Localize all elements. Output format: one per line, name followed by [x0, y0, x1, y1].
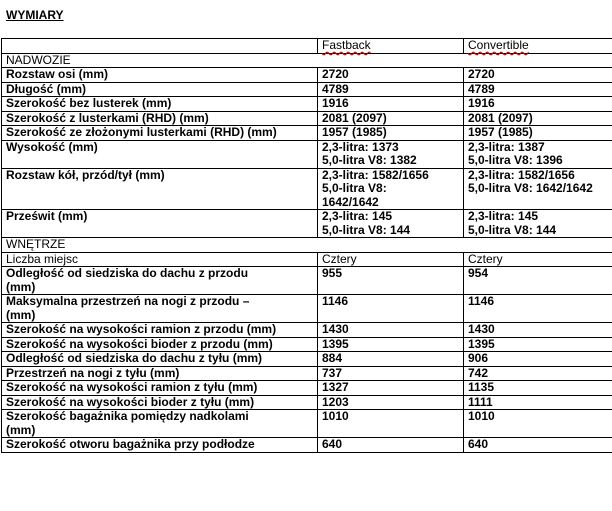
table-row — [2, 438, 612, 453]
fastback-value: 1430 — [318, 323, 464, 338]
convertible-value: 4789 — [464, 82, 612, 97]
fastback-value: 4789 — [318, 82, 464, 97]
table-row — [2, 337, 612, 352]
header-blank-cell — [2, 39, 318, 54]
row-label: Szerokość bagażnika pomiędzy nadkolami (mm) — [2, 410, 318, 438]
fastback-value: 640 — [318, 438, 464, 453]
fastback-value: 2,3-litra: 145 5,0-litra V8: 144 — [318, 210, 464, 238]
convertible-value: Cztery — [464, 252, 612, 267]
fastback-value: 884 — [318, 352, 464, 367]
fastback-value: 2,3-litra: 1373 5,0-litra V8: 1382 — [318, 140, 464, 168]
row-label: Liczba miejsc — [2, 252, 318, 267]
header-fastback-label: Fastback — [322, 38, 371, 52]
fastback-value: 2720 — [318, 68, 464, 83]
header-convertible — [464, 39, 612, 54]
table-row — [2, 126, 612, 141]
table-row — [2, 352, 612, 367]
row-label: Odległość od siedziska do dachu z przodu (mm) — [2, 267, 318, 295]
convertible-value: 906 — [464, 352, 612, 367]
fastback-value: 1395 — [318, 337, 464, 352]
convertible-value: 640 — [464, 438, 612, 453]
fastback-value: 2081 (2097) — [318, 111, 464, 126]
convertible-value: 1135 — [464, 381, 612, 396]
table-row — [2, 323, 612, 338]
section-title: WNĘTRZE — [2, 238, 612, 253]
row-label: Szerokość na wysokości bioder z przodu (mm) — [2, 337, 318, 352]
fastback-value: 1010 — [318, 410, 464, 438]
row-label: Odległość od siedziska do dachu z tyłu (mm) — [2, 352, 318, 367]
convertible-value: 1111 — [464, 395, 612, 410]
table-row — [2, 295, 612, 323]
row-label: Szerokość ze złożonymi lusterkami (RHD) (mm) — [2, 126, 318, 141]
document-title: WYMIARY — [6, 8, 64, 22]
convertible-value: 954 — [464, 267, 612, 295]
section-header-row — [2, 238, 612, 253]
convertible-value: 2,3-litra: 145 5,0-litra V8: 144 — [464, 210, 612, 238]
table-row — [2, 366, 612, 381]
row-label: Szerokość na wysokości ramion z przodu (mm) — [2, 323, 318, 338]
fastback-value: 1957 (1985) — [318, 126, 464, 141]
convertible-value: 1430 — [464, 323, 612, 338]
table-row — [2, 68, 612, 83]
convertible-value: 1146 — [464, 295, 612, 323]
row-label: Szerokość bez lusterek (mm) — [2, 97, 318, 112]
convertible-value: 2,3-litra: 1582/1656 5,0-litra V8: 1642/1642 — [464, 168, 612, 210]
fastback-value: 1916 — [318, 97, 464, 112]
header-convertible-label: Convertible — [468, 38, 529, 52]
fastback-value: 737 — [318, 366, 464, 381]
fastback-value: 1327 — [318, 381, 464, 396]
row-label: Szerokość na wysokości ramion z tyłu (mm) — [2, 381, 318, 396]
row-label: Szerokość otworu bagażnika przy podłodze — [2, 438, 318, 453]
row-label: Szerokość na wysokości bioder z tyłu (mm) — [2, 395, 318, 410]
table-row — [2, 140, 612, 168]
convertible-value: 2,3-litra: 1387 5,0-litra V8: 1396 — [464, 140, 612, 168]
table-row — [2, 395, 612, 410]
table-row — [2, 111, 612, 126]
row-label: Rozstaw kół, przód/tył (mm) — [2, 168, 318, 210]
table-row — [2, 97, 612, 112]
table-row — [2, 210, 612, 238]
convertible-value: 742 — [464, 366, 612, 381]
convertible-value: 1395 — [464, 337, 612, 352]
fastback-value: 955 — [318, 267, 464, 295]
row-label: Przestrzeń na nogi z tyłu (mm) — [2, 366, 318, 381]
fastback-value: 1203 — [318, 395, 464, 410]
fastback-value: 2,3-litra: 1582/1656 5,0-litra V8: 1642/1642 — [318, 168, 464, 210]
convertible-value: 1916 — [464, 97, 612, 112]
convertible-value: 2720 — [464, 68, 612, 83]
table-row — [2, 82, 612, 97]
table-row — [2, 410, 612, 438]
row-label: Maksymalna przestrzeń na nogi z przodu – (mm) — [2, 295, 318, 323]
row-label: Wysokość (mm) — [2, 140, 318, 168]
convertible-value: 2081 (2097) — [464, 111, 612, 126]
convertible-value: 1957 (1985) — [464, 126, 612, 141]
row-label: Długość (mm) — [2, 82, 318, 97]
row-label: Szerokość z lusterkami (RHD) (mm) — [2, 111, 318, 126]
convertible-value: 1010 — [464, 410, 612, 438]
table-header-row — [2, 39, 612, 54]
table-row — [2, 252, 612, 267]
row-label: Prześwit (mm) — [2, 210, 318, 238]
section-title: NADWOZIE — [2, 53, 612, 68]
fastback-value: 1146 — [318, 295, 464, 323]
section-header-row — [2, 53, 612, 68]
row-label: Rozstaw osi (mm) — [2, 68, 318, 83]
header-fastback — [318, 39, 464, 54]
table-row — [2, 168, 612, 210]
table-row — [2, 381, 612, 396]
fastback-value: Cztery — [318, 252, 464, 267]
dimensions-table — [1, 38, 612, 453]
table-row — [2, 267, 612, 295]
